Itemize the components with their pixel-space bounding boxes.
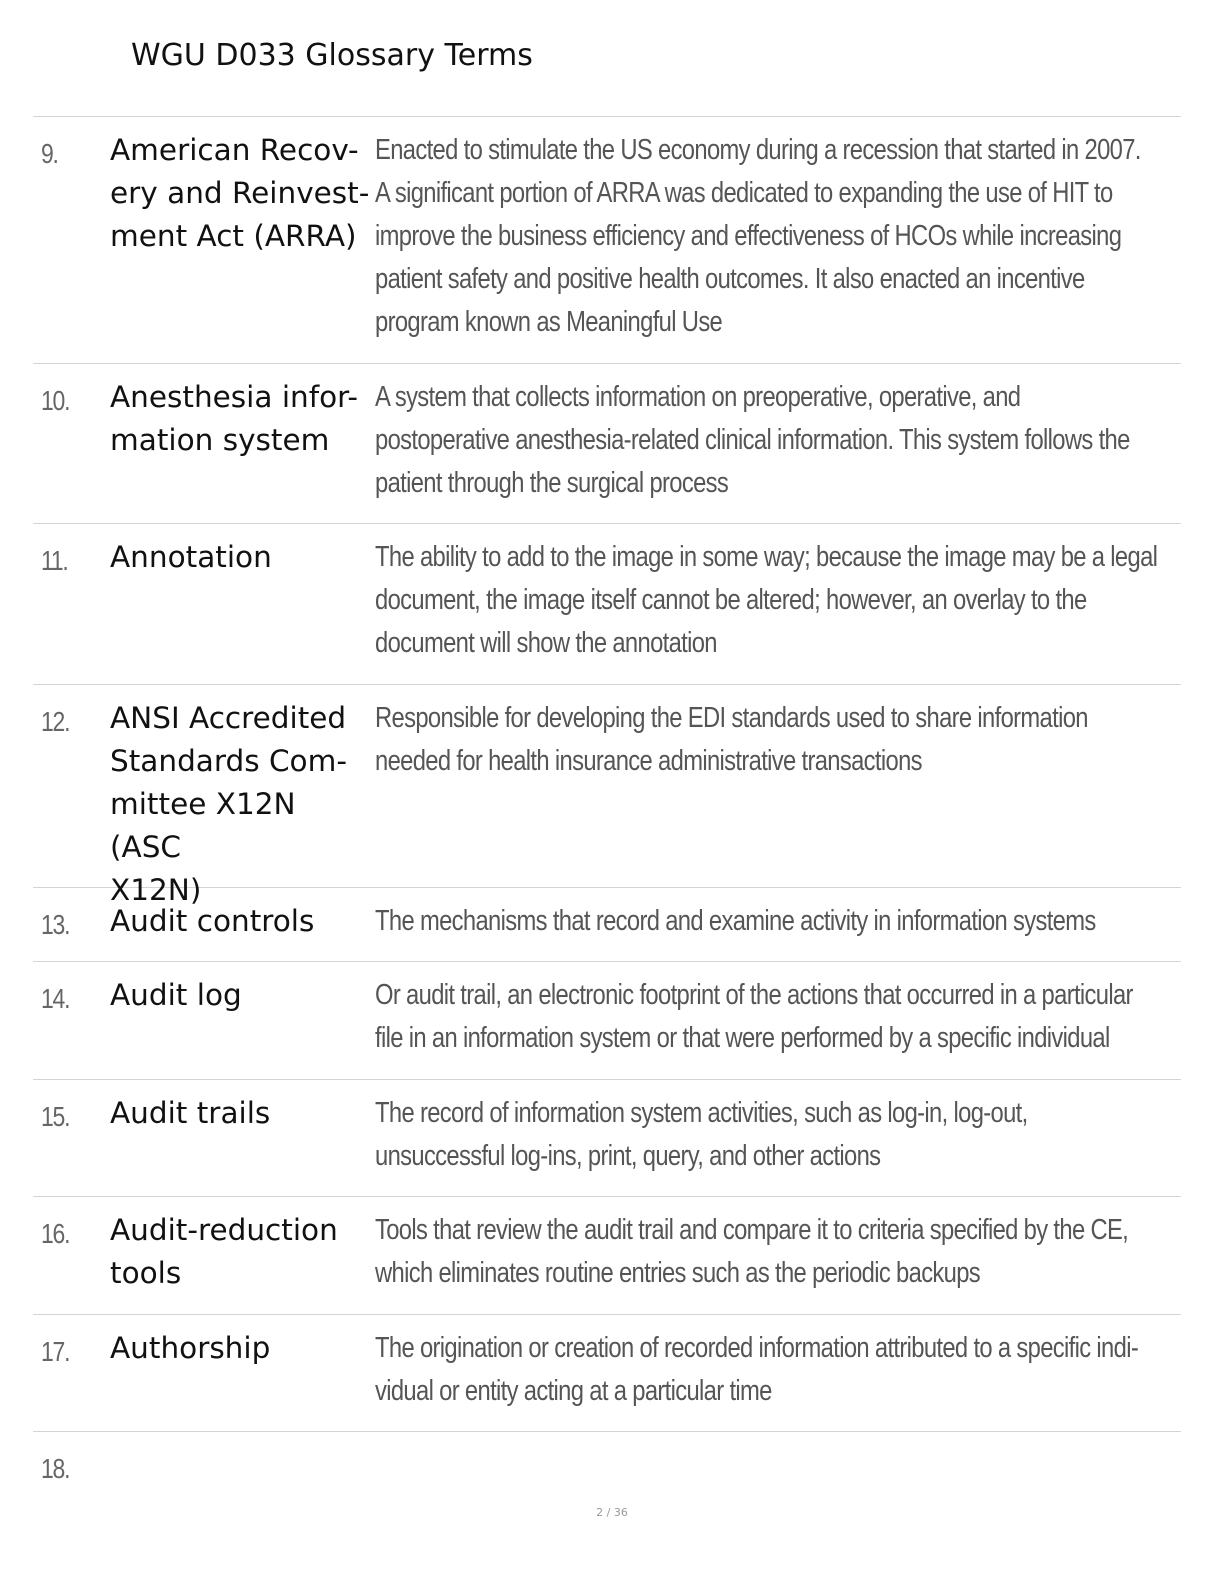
glossary-entry-14 bbox=[33, 962, 1181, 1080]
entry-number: 14. bbox=[41, 983, 70, 1014]
entry-definition: Tools that review the audit trail and compare it to criteria specified by the CE, which eliminates routine entries such as the periodic backups bbox=[375, 1214, 1129, 1289]
entry-number: 13. bbox=[41, 909, 70, 940]
glossary-entry-12 bbox=[33, 685, 1181, 907]
entry-term: American Recov- ery and Reinvest- ment Act (ARRA) bbox=[110, 133, 370, 253]
glossary-entry-11 bbox=[33, 524, 1181, 685]
entry-term: Audit log bbox=[110, 978, 242, 1012]
entry-term: Annotation bbox=[110, 540, 272, 574]
glossary-entry-9 bbox=[33, 117, 1181, 364]
entry-definition: Or audit trail, an electronic footprint of the actions that occurred in a particular file in an information system or that were performed by a specific individual bbox=[375, 979, 1133, 1054]
entry-definition: Enacted to stimulate the US economy during a recession that started in 2007. A significant portion of ARRA was dedicated to expanding the use of HIT to improve the business efficiency and effectiveness of HCOs while increasing patient safety and positive health outcomes. It also enacted an incentive program known as Meaningful Use bbox=[375, 134, 1141, 338]
entry-number: 12. bbox=[41, 706, 70, 737]
entry-definition: The origination or creation of recorded information attributed to a specific indi-vidual or entity acting at a particular time bbox=[375, 1332, 1139, 1407]
entry-definition: The record of information system activities, such as log-in, log-out, unsuccessful log-ins, print, query, and other actions bbox=[375, 1097, 1028, 1172]
glossary-entry-17 bbox=[33, 1315, 1181, 1432]
entry-definition: The mechanisms that record and examine activity in information systems bbox=[375, 905, 1096, 937]
glossary-entry-10 bbox=[33, 364, 1181, 524]
entry-number: 9. bbox=[41, 138, 58, 169]
entry-term: Audit-reduction tools bbox=[110, 1213, 338, 1290]
entry-term: Anesthesia infor- mation system bbox=[110, 380, 359, 457]
entry-number: 18. bbox=[41, 1453, 70, 1484]
document-title: WGU D033 Glossary Terms bbox=[131, 38, 533, 73]
entry-term: Audit trails bbox=[110, 1096, 271, 1130]
entry-term: ANSI Accredited Standards Com- mittee X12N (ASC X12N) bbox=[110, 701, 347, 907]
glossary-list bbox=[33, 116, 1181, 1502]
entry-number: 15. bbox=[41, 1101, 70, 1132]
entry-definition: Responsible for developing the EDI standards used to share information needed for health insurance administrative transactions bbox=[375, 702, 1088, 777]
entry-definition: A system that collects information on preoperative, operative, and postoperative anesthesia-related clinical information. This system follows the patient through the surgical process bbox=[375, 381, 1130, 499]
glossary-entry-18 bbox=[33, 1432, 1181, 1502]
glossary-entry-15 bbox=[33, 1080, 1181, 1197]
entry-term: Audit controls bbox=[110, 904, 315, 938]
entry-number: 11. bbox=[41, 545, 68, 576]
entry-number: 10. bbox=[41, 385, 70, 416]
entry-number: 17. bbox=[41, 1336, 70, 1367]
glossary-entry-13 bbox=[33, 888, 1181, 962]
page-indicator: 2 / 36 bbox=[596, 1506, 628, 1519]
entry-term: Authorship bbox=[110, 1331, 271, 1365]
entry-number: 16. bbox=[41, 1218, 70, 1249]
glossary-entry-16 bbox=[33, 1197, 1181, 1315]
entry-definition: The ability to add to the image in some way; because the image may be a legal document, the image itself cannot be altered; however, an overlay to the document will show the annotation bbox=[375, 541, 1158, 659]
